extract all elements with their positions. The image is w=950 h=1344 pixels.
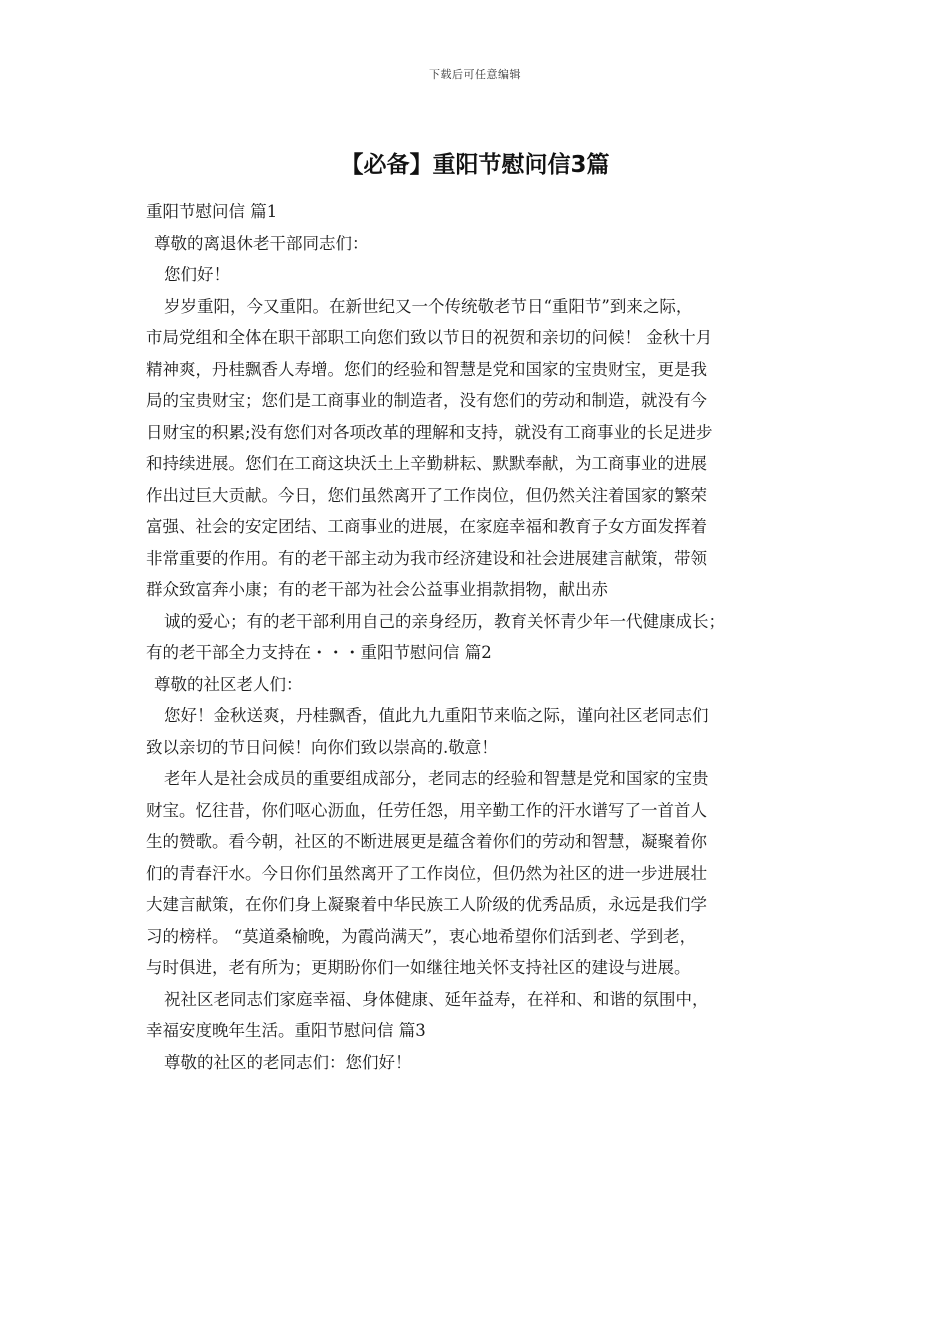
- header-note: 下载后可任意编辑: [429, 68, 521, 81]
- body-line: 与时俱进，老有所为；更期盼你们一如继往地关怀支持社区的建设与进展。: [146, 958, 691, 977]
- body-line: 精神爽，丹桂飘香人寿增。您们的经验和智慧是党和国家的宝贵财宝，更是我: [146, 359, 707, 379]
- body-line: 和持续进展。您们在工商这块沃土上辛勤耕耘、默默奉献，为工商事业的进展: [146, 454, 707, 473]
- body-line: 作出过巨大贡献。今日，您们虽然离开了工作岗位，但仍然关注着国家的繁荣: [146, 485, 707, 505]
- body-line: 尊敬的社区老人们：: [154, 674, 303, 694]
- body-line: 祝社区老同志们家庭幸福、身体健康、延年益寿，在祥和、和谐的氛围中，: [164, 989, 709, 1009]
- body-line: 日财宝的积累;没有您们对各项改革的理解和支持，就没有工商事业的长足进步: [146, 422, 713, 442]
- body-line: 您们好！: [164, 265, 230, 284]
- body-line: 非常重要的作用。有的老干部主动为我市经济建设和社会进展建言献策，带领: [146, 548, 707, 568]
- body-line: 大建言献策，在你们身上凝聚着中华民族工人阶级的优秀品质，永远是我们学: [146, 895, 707, 914]
- body-line: 财宝。忆往昔，你们呕心沥血，任劳任怨，用辛勤工作的汗水谱写了一首首人: [146, 800, 707, 820]
- body-line: 致以亲切的节日问候！向你们致以崇高的.敬意！: [146, 737, 498, 757]
- body-line: 幸福安度晚年生活。重阳节慰问信 篇3: [146, 1021, 426, 1040]
- body-line: 诚的爱心；有的老干部利用自己的亲身经历，教育关怀青少年一代健康成长；: [164, 611, 725, 631]
- body-line: 局的宝贵财宝；您们是工商事业的制造者，没有您们的劳动和制造，就没有今: [146, 391, 707, 410]
- body-line: 岁岁重阳，今又重阳。在新世纪又一个传统敬老节日“重阳节”到来之际，: [164, 296, 693, 316]
- body-line: 生的赞歌。看今朝，社区的不断进展更是蕴含着你们的劳动和智慧，凝聚着你: [146, 832, 707, 851]
- body-line: 老年人是社会成员的重要组成部分，老同志的经验和智慧是党和国家的宝贵: [164, 769, 709, 788]
- document-title: 【必备】重阳节慰问信3篇: [340, 152, 610, 178]
- body-line: 习的榜样。 “莫道桑榆晚，为霞尚满天”，衷心地希望你们活到老、学到老，: [146, 926, 697, 946]
- body-line: 富强、社会的安定团结、工商事业的进展，在家庭幸福和教育子女方面发挥着: [146, 517, 707, 536]
- document-body: [146, 196, 814, 1078]
- body-line: 群众致富奔小康；有的老干部为社会公益事业捐款捐物，献出赤: [146, 580, 608, 599]
- body-line: 有的老干部全力支持在・・・重阳节慰问信 篇2: [146, 643, 492, 662]
- body-line: 您好！金秋送爽，丹桂飘香，值此九九重阳节来临之际，谨向社区老同志们: [164, 706, 709, 725]
- body-line: 市局党组和全体在职干部职工向您们致以节日的祝贺和亲切的问候！ 金秋十月: [146, 328, 713, 347]
- body-line: 尊敬的社区的老同志们：您们好！: [164, 1052, 412, 1072]
- body-line: 尊敬的离退休老干部同志们：: [154, 233, 369, 253]
- body-line: 重阳节慰问信 篇1: [146, 202, 278, 221]
- body-line: 们的青春汗水。今日你们虽然离开了工作岗位，但仍然为社区的进一步进展壮: [146, 863, 707, 883]
